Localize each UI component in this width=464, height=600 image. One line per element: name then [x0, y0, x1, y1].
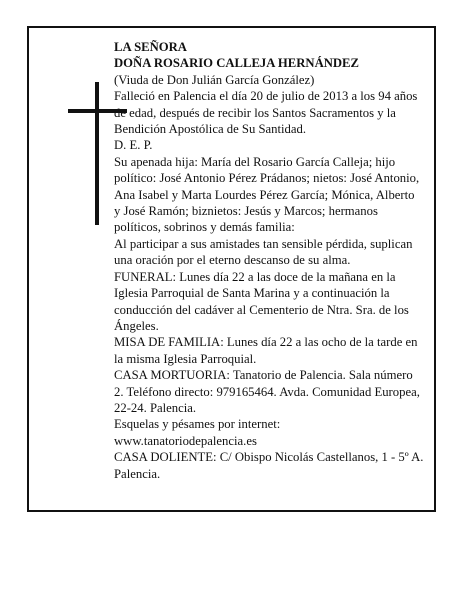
- prayer-request: Al participar a sus amistades tan sensible pérdida, suplican una oración por el eterno descanso de su alma.: [114, 236, 413, 268]
- obituary-text: [114, 39, 424, 482]
- family-mass-info: MISA DE FAMILIA: Lunes día 22 a las ocho de la tarde en la misma Iglesia Parroquial.: [114, 335, 418, 366]
- widow-line: (Viuda de Don Julián García González): [114, 72, 315, 87]
- internet-label: Esquelas y pésames por internet:: [114, 417, 281, 432]
- funeral-info: FUNERAL: Lunes día 22 a las doce de la mañana en la Iglesia Parroquial de Santa Marina y a continuación la conducción del cadáver al Cementerio de Ntra. Sra. de los Ángeles.: [114, 269, 409, 333]
- deceased-name: DOÑA ROSARIO CALLEJA HERNÁNDEZ: [114, 56, 359, 71]
- mortuary-info: CASA MORTUORIA: Tanatorio de Palencia. Sala número 2. Teléfono directo: 979165464. Avda. Comunidad Europea, 22-24. Palencia.: [114, 368, 420, 415]
- family-list: Su apenada hija: María del Rosario García Calleja; hijo político: José Antonio Pérez Prádanos; nietos: José Antonio, Ana Isabel y Marta Lourdes Pérez García; Mónica, Alberto y José Ramón; biznietos: Jesús y Marcos; hermanos políticos, sobrinos y demás familia:: [114, 154, 420, 235]
- rip: D. E. P.: [114, 138, 153, 153]
- cross-icon: [95, 82, 99, 225]
- home-address: CASA DOLIENTE: C/ Obispo Nicolás Castellanos, 1 - 5º A. Palencia.: [114, 450, 424, 481]
- heading: LA SEÑORA: [114, 40, 187, 54]
- website-link[interactable]: www.tanatoriodepalencia.es: [114, 433, 257, 448]
- death-statement: Falleció en Palencia el día 20 de julio de 2013 a los 94 años de edad, después de recibir los Santos Sacramentos y la Bendición Apostólica de Su Santidad.: [114, 89, 418, 137]
